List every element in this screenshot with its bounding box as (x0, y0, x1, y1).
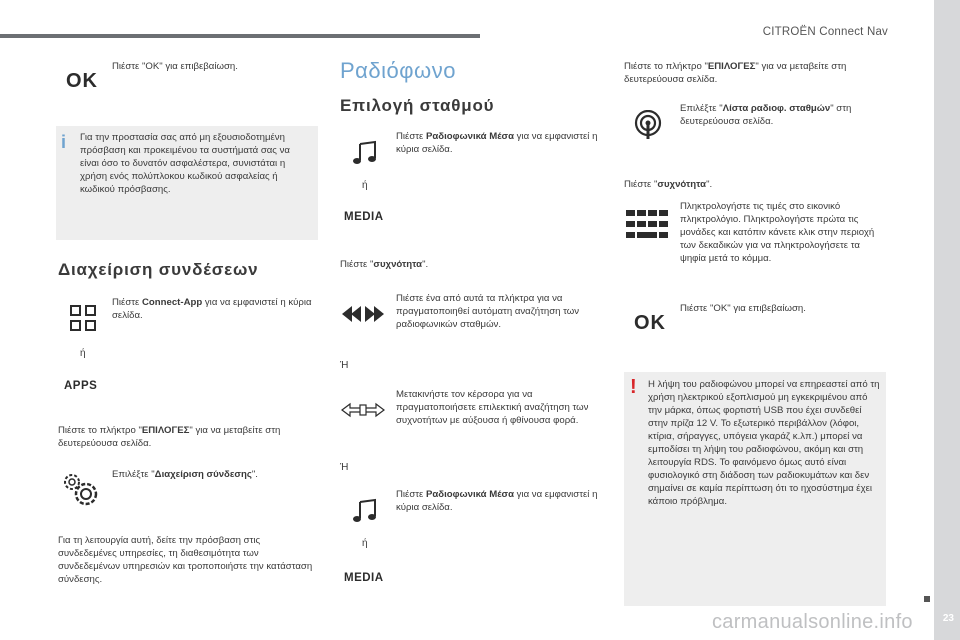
apps-instruction: Πιέστε Connect-App για να εμφανιστεί η κύρια σελίδα. (112, 297, 312, 321)
apps-grid-icon (70, 305, 96, 331)
station-list-instruction: Επιλέξτε "Λίστα ραδιοφ. σταθμών" στη δευτερεύουσα σελίδα. (680, 103, 852, 127)
music-note-icon (352, 140, 378, 166)
radio-title: Ραδιόφωνο (340, 58, 456, 83)
continue-marker (924, 596, 930, 602)
media-label: MEDIA (344, 211, 384, 223)
ok-instruction-2: Πιέστε "OK" για επιβεβαίωση. (680, 303, 806, 314)
keypad-instruction: Πληκτρολογήστε τις τιμές στο εικονικό πληκτρολόγιο. Πληκτρολογήστε πρώτα τις μονάδες και κατόπιν κάνετε κλικ στην περιοχή των δεκαδικών για να πληκτρολογήσετε τα ψηφία μετά το κόμμα. (680, 201, 875, 264)
music-note-icon-2 (352, 498, 378, 524)
ok-button-label-2: OK (634, 312, 666, 334)
warning-icon: ! (630, 376, 637, 398)
warning-box (624, 372, 886, 606)
ok-button-label: OK (66, 70, 98, 92)
header-title: CITROËN Connect Nav (762, 26, 888, 38)
seek-arrows-icon (340, 304, 386, 324)
cursor-instruction: Μετακινήστε τον κέρσορα για να πραγματοποιήσετε επιλεκτική αναζήτηση των συχνοτήτων με αύξουσα ή φθίνουσα φορά. (396, 389, 589, 426)
slider-cursor-icon (340, 402, 386, 418)
or-word: ή (362, 180, 368, 191)
seek-instruction: Πιέστε ένα από αυτά τα πλήκτρα για να πραγματοποιηθεί αυτόματη αναζήτηση των ραδιοφωνικών σταθμών. (396, 293, 580, 330)
options-instruction-radio: Πιέστε το πλήκτρο "ΕΠΙΛΟΓΕΣ" για να μεταβείτε στη δευτερεύουσα σελίδα. (624, 61, 847, 85)
media-label-2: MEDIA (344, 572, 384, 584)
info-text: Για την προστασία σας από μη εξουσιοδοτημένη πρόσβαση και προκειμένου τα συστήματά σας να είναι όσο το δυνατόν ασφαλέστερα, συνιστάται η χρήση ενός πολύπλοκου κωδικού ασφαλείας ή κωδικού πρόσβασης. (80, 132, 290, 195)
connections-note: Για τη λειτουργία αυτή, δείτε την πρόσβαση στις συνδεδεμένες υπηρεσίες, τη διαθεσιμότητα των συνδεδεμένων υπηρεσιών και τροποποιήστε την κατάσταση σύνδεσης. (58, 535, 313, 585)
keypad-icon (626, 210, 668, 238)
media-instruction-2: Πιέστε Ραδιοφωνικά Μέσα για να εμφανιστεί η κύρια σελίδα. (396, 489, 598, 513)
or-capital-1: Ή (340, 360, 349, 371)
section-title-station: Επιλογή σταθμού (340, 96, 495, 115)
info-box (56, 126, 318, 240)
section-title-connections: Διαχείριση συνδέσεων (58, 260, 259, 279)
or-word: ή (80, 348, 86, 359)
frequency-instruction-2: Πιέστε "συχνότητα". (624, 179, 713, 190)
settings-gears-icon (60, 470, 100, 508)
options-instruction: Πιέστε το πλήκτρο "ΕΠΙΛΟΓΕΣ" για να μεταβείτε στη δευτερεύουσα σελίδα. (58, 425, 281, 449)
media-instruction: Πιέστε Ραδιοφωνικά Μέσα για να εμφανιστεί η κύρια σελίδα. (396, 131, 598, 155)
radio-list-icon (634, 110, 662, 140)
page-sidebar (934, 0, 960, 640)
warning-text: Η λήψη του ραδιοφώνου μπορεί να επηρεαστεί από τη χρήση ηλεκτρικού εξοπλισμού μη εγκεκριμένου από την μάρκα, όπως φορτιστή USB που έχει συνδεθεί στην πρίζα 12 V. Το εξωτερικό περιβάλλον (λόφοι, κτίρια, σήραγγες, υπόγεια γκαράζ κ.λπ.) μπορεί να εμποδίσει τη λήψη του ραδιοφώνου, ακόμη και στη λειτουργία RDS. Το φαινόμενο όμως αυτό είναι φυσιολογικό στη διάδοση των ραδιοκυμάτων και δεν σημαίνει σε καμία περίπτωση ότι το ηχοσύστημα έχει κάποιο πρόβλημα. (648, 379, 880, 507)
info-icon: i (61, 132, 67, 152)
apps-label: APPS (64, 380, 98, 392)
ok-instruction: Πιέστε "OK" για επιβεβαίωση. (112, 61, 238, 72)
page-number: 23 (942, 613, 954, 624)
or-capital-2: Ή (340, 462, 349, 473)
frequency-instruction: Πιέστε "συχνότητα". (340, 259, 429, 270)
watermark: carmanualsonline.info (712, 611, 913, 633)
manage-connection-instruction: Επιλέξτε "Διαχείριση σύνδεσης". (112, 469, 258, 480)
header-rule (0, 34, 480, 38)
or-word-2: ή (362, 538, 368, 549)
